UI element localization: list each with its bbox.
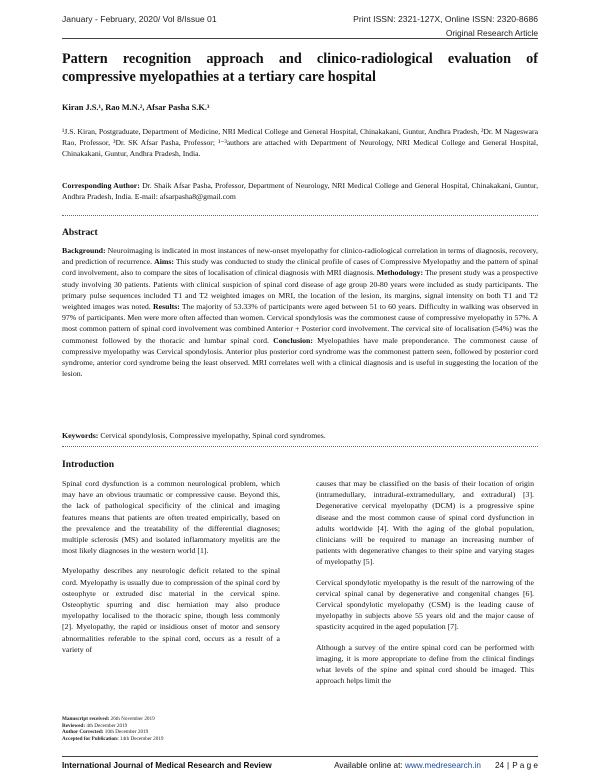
- results-text: The majority of 53.33% of participants were aged between 51 to 60 years. Difficulty in walking was observed in 97% of participants. Men were more often affected than women. Cervical spondylosis was the commonest cause of compressive myelopathy in 57%. A most common pattern of spinal cord involvement was combined Anterior + Posterior cord involvement. The cervical site of localisation (54%) was the commonest followed by the thoracic and lumbar spinal cord.: [62, 302, 539, 345]
- author-list: Kiran J.S.¹, Rao M.N.², Afsar Pasha S.K.³: [62, 103, 210, 112]
- intro-right-column: [316, 478, 534, 695]
- page-number: 24: [494, 761, 505, 770]
- intro-left-column: [62, 478, 280, 664]
- dotted-divider: [62, 215, 538, 216]
- results-label: Results:: [152, 302, 180, 312]
- intro-paragraph: Myelopathy describes any neurologic deficit related to the spinal cord. Myelopathy is usually due to compression of the spinal cord by osteophyte or extruded disc material in the cervical spine. Osteophytic spurring and disc herniation may also produce myelopathy localised to the thoracic spine, though less commonly [2]. Myelopathy, the rapid or insidious onset of motor and sensory abnormalities referable to the spinal cord, occurs as a result of a variety of: [62, 566, 280, 654]
- article-type: Original Research Article: [445, 28, 538, 38]
- affiliations: ¹J.S. Kiran, Postgraduate, Department of Medicine, NRI Medical College and General Hospital, Chinakakani, Guntur, Andhra Pradesh, ²Dr. M Nageswara Rao, Professor, ³Dr. SK Afsar Pasha, Professor; ¹⁻³authors are attached with Department of Neurology, NRI Medical College and General Hospital, Chinakakani, Guntur, Andhra Pradesh, India.: [62, 127, 538, 158]
- date-accepted: Accepted for Publication: 14th December 2019: [62, 735, 164, 742]
- corresponding-label: Corresponding Author:: [62, 181, 140, 190]
- date-reviewed: Reviewed: 4th December 2019: [62, 722, 128, 729]
- issue-info: January - February, 2020/ Vol 8/Issue 01: [62, 14, 217, 24]
- conclusion-label: Conclusion:: [273, 335, 313, 345]
- keywords-text: Cervical spondylosis, Compressive myelopathy, Spinal cord syndromes.: [98, 431, 326, 440]
- journal-url-link[interactable]: www.medresearch.in: [404, 761, 481, 770]
- footer-divider: [62, 756, 538, 757]
- methodology-text: The present study was a prospective study involving 30 patients. Patients with clinical suspicion of spinal cord disease of age group 20-80 years were included as study participants. The primary pulse sequences included T1 and T2 weighted images on MRI, the location of the lesion, its margins, signal intensity on both T1 and T2 weighted images was noted.: [62, 268, 538, 312]
- intro-paragraph: causes that may be classified on the basis of their location of origin (intramedullary, intradural-extramedullary, and extradural) [3]. Degenerative cervical myelopathy (DCM) is a progressive spine disease and the most common cause of spinal cord dysfunction in adults worldwide [4]. With the aging of the global population, clinicians will be required to manage an increasing number of patients with degenerative changes to their spine and varying stages of myelopathy [5].: [316, 479, 534, 567]
- intro-paragraph: Spinal cord dysfunction is a common neurological problem, which may have an obvious traumatic or compressive cause. Beyond this, the lack of pathological specificity of the clinical and imaging features means that patients are often treated empirically, based on the prevalence and the treatability of the differential diagnoses; multiple sclerosis (MS) and isolated inflammatory myelitis are the most likely diagnoses in the western world [1].: [62, 479, 280, 556]
- journal-name: International Journal of Medical Research and Review: [62, 761, 272, 770]
- background-label: Background:: [62, 246, 106, 255]
- keywords: [62, 431, 538, 440]
- dotted-divider: [62, 446, 538, 447]
- corresponding-author: [62, 180, 538, 202]
- introduction-heading: Introduction: [62, 459, 115, 470]
- paper-title: Pattern recognition approach and clinico-radiological evaluation of compressive myelopathies at a tertiary care hospital: [62, 51, 538, 85]
- date-corrected: Author Corrected: 10th December 2019: [62, 729, 149, 736]
- available-label: Available online at:: [334, 761, 405, 770]
- corresponding-text: Dr. Shaik Afsar Pasha, Professor, Department of Neurology, NRI Medical College and General Hospital, Chinakakani, Guntur, Andhra Pradesh, India. E-mail: afsarpasha8@gmail.com: [62, 181, 538, 201]
- intro-paragraph: Although a survey of the entire spinal cord can be performed with imaging, it is more appropriate to define from the clinical findings what levels of the spine and spinal cord should be imaged. This approach helps limit the: [316, 642, 534, 686]
- aims-label: Aims:: [154, 257, 175, 267]
- manuscript-dates: [62, 716, 282, 742]
- issn-info: Print ISSN: 2321-127X, Online ISSN: 2320-8686: [353, 14, 538, 24]
- abstract-heading: Abstract: [62, 227, 98, 238]
- abstract-body: [62, 245, 538, 379]
- conclusion-text: Myelopathies have male preponderance. The commonest cause of compressive myelopathy was Cervical spondylosis. Anterior plus posterior cord syndrome was the commonest pattern seen, followed by posterior cord syndrome, anterior cord syndrome being the least observed. MRI correlates well with a clinical diagnosis and is useful in suggesting the location of the lesion.: [62, 335, 538, 379]
- intro-paragraph: Cervical spondylotic myelopathy is the result of the narrowing of the cervical spinal canal by degenerative and congenital changes [6]. Cervical spondylotic myelopathy (CSM) is the leading cause of myelopathy in subjects above 55 years old and the major cause of spasticity acquired in the aged population [7].: [316, 577, 534, 632]
- methodology-label: Methodology:: [376, 268, 424, 278]
- keywords-label: Keywords:: [62, 431, 99, 440]
- date-received: Manuscript received: 26th November 2019: [62, 716, 155, 722]
- footer-right: [334, 761, 538, 770]
- page-separator: |: [507, 761, 510, 770]
- background-text: Neuroimaging is indicated in most instances of new-onset myelopathy for clinico-radiological correlation in terms of diagnosis, recovery, and prediction of recurrence.: [62, 246, 538, 267]
- header-divider: [62, 38, 538, 39]
- page-label: P a g e: [512, 761, 538, 770]
- aims-text: This study was conducted to study the clinical profile of cases of Compressive Myelopathy and the pattern of spinal cord involvement, also to compare the sites of localisation of clinical diagnosis with MRI diagnosis.: [62, 257, 538, 278]
